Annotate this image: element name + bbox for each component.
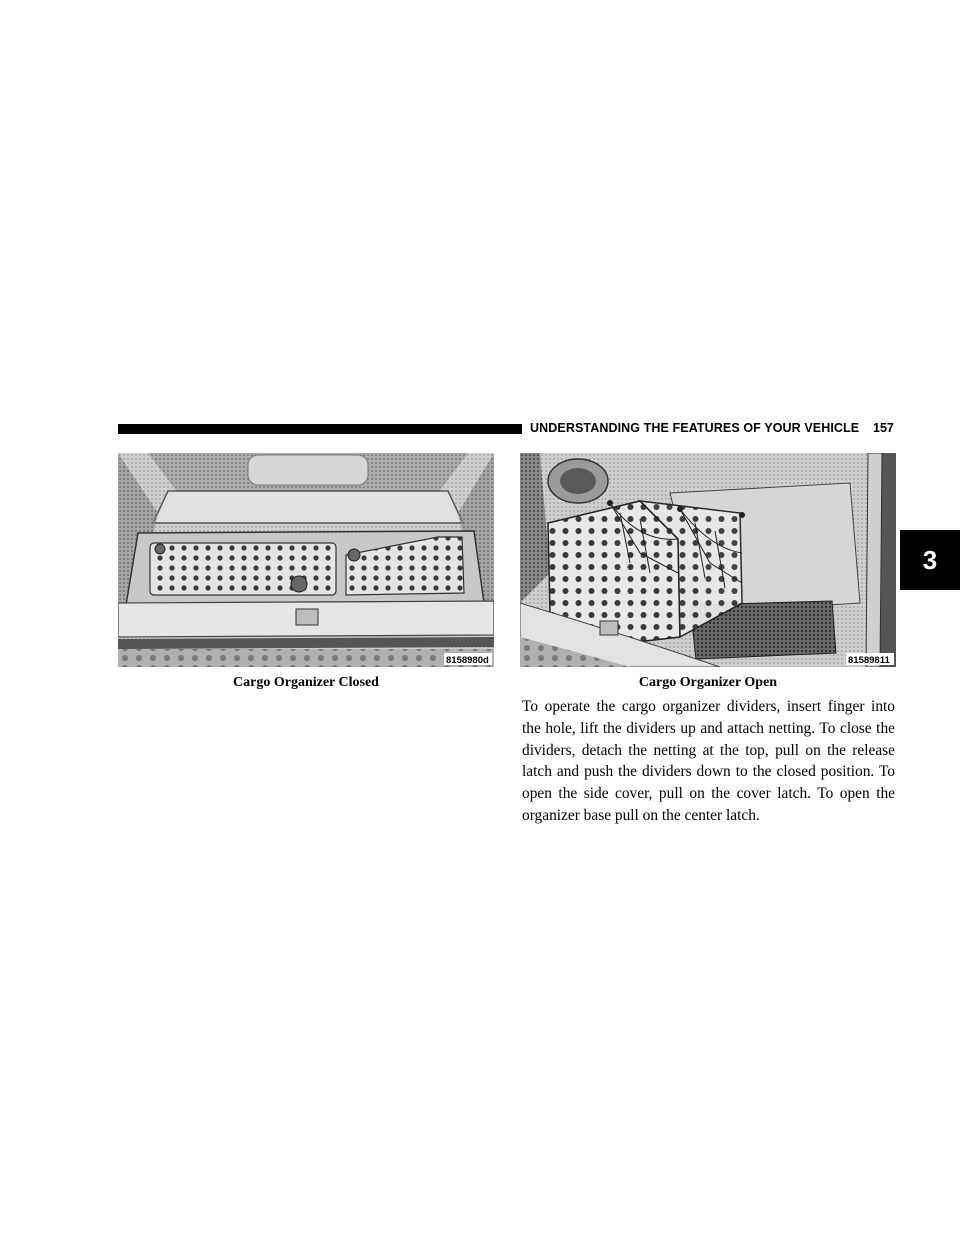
- figure-code: 81589811: [848, 655, 890, 666]
- figure-caption: Cargo Organizer Open: [638, 675, 778, 690]
- page-number: 157: [873, 421, 894, 435]
- header-rule: [118, 424, 522, 434]
- chapter-tab: 3: [900, 530, 960, 590]
- figure-code: 8158980d: [446, 655, 489, 666]
- figure-cargo-organizer-closed: [118, 453, 494, 667]
- instruction-paragraph: To operate the cargo organizer dividers, insert finger into the hole, lift the dividers up and attach netting. To close the dividers, detach the netting at the top, pull on the release latch and push the dividers down to the closed position. To open the side cover, pull on the cover latch. To open the organizer base pull on the center latch.: [522, 698, 895, 824]
- figure-cargo-organizer-open: [520, 453, 896, 667]
- figure-caption: Cargo Organizer Closed: [233, 675, 379, 690]
- section-title: UNDERSTANDING THE FEATURES OF YOUR VEHICLE: [530, 421, 860, 435]
